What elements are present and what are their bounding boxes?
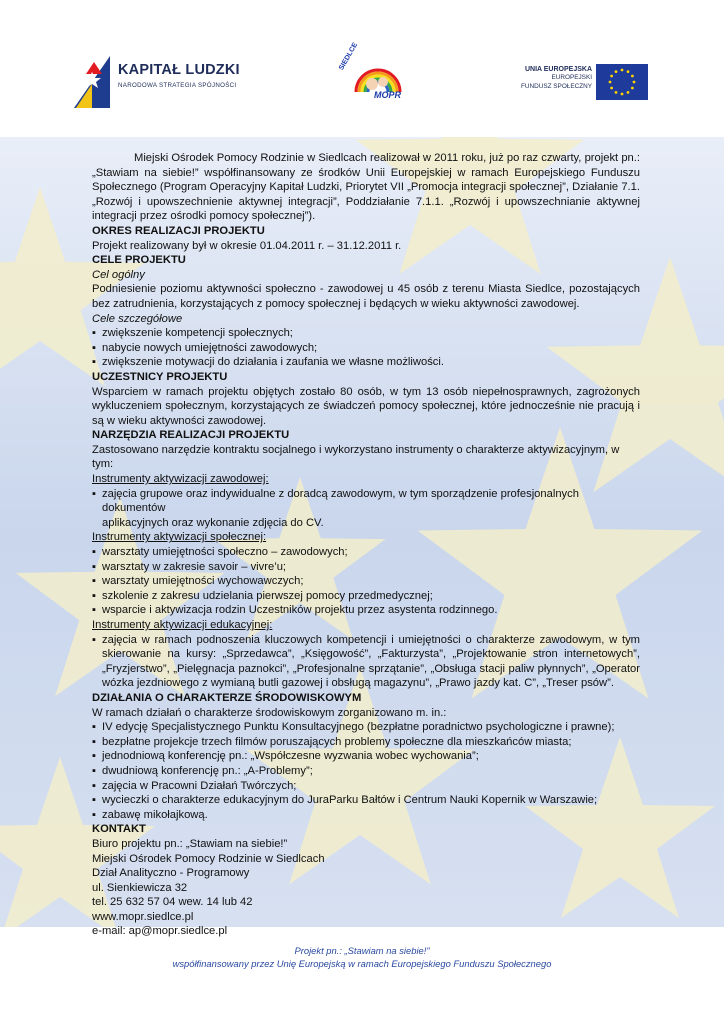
uczestnicy-heading: UCZESTNICY PROJEKTU [92, 370, 228, 383]
kapital-ludzki-subtitle: NARODOWA STRATEGIA SPÓJNOŚCI [118, 82, 237, 89]
list-item: ▪ nabycie nowych umiejętności zawodowych; [92, 341, 640, 356]
cele-heading: CELE PROJEKTU [92, 254, 186, 267]
footer-funding-line: współfinansowany przez Unię Europejską w ramach Europejskiego Funduszu Społecznego [172, 958, 552, 969]
okres-heading: OKRES REALIZACJI PROJEKTU [92, 224, 265, 237]
document-body [92, 151, 640, 939]
instrumenty-spoleczne-label: Instrumenty aktywizacji społecznej: [92, 531, 267, 544]
list-item: ▪ warsztaty umiejętności wychowawczych; [92, 574, 640, 589]
list-item: ▪ warsztaty w zakresie savoir – vivre’u; [92, 560, 640, 575]
kapital-ludzki-emblem-icon [72, 54, 112, 110]
kontakt-phone: tel. 25 632 57 04 wew. 14 lub 42 [92, 896, 253, 909]
mopr-city-label: SIEDLCE [338, 41, 360, 72]
eu-flag-icon [596, 64, 648, 100]
page-header [0, 0, 724, 137]
narzedzia-text: Zastosowano narzędzie kontraktu socjalnego i wykorzystano instrumenty o charakterze aktywizacyjnym, w tym: [92, 443, 620, 471]
page-footer [0, 944, 724, 970]
cel-ogolny-label: Cel ogólny [92, 268, 145, 281]
dzialania-text: W ramach działań o charakterze środowiskowym zorganizowano m. in.: [92, 706, 447, 719]
list-item: ▪ zabawę mikołajkową. [92, 808, 640, 823]
list-item: ▪ wsparcie i aktywizacja rodzin Uczestników projektu przez asystenta rodzinnego. [92, 603, 640, 618]
kontakt-line: Biuro projektu pn.: „Stawiam na siebie!” [92, 837, 288, 850]
kontakt-email-link[interactable]: e-mail: ap@mopr.siedlce.pl [92, 925, 228, 938]
eu-logo-text [521, 66, 592, 91]
eu-logo-line1: UNIA EUROPEJSKA [524, 66, 592, 73]
intro-paragraph: Miejski Ośrodek Pomocy Rodzinie w Siedlcach realizował w 2011 roku, już po raz czwarty, projekt pn.: „Stawiam na siebie!” współfinansowany ze środków Unii Europejskiej w ramach Europejskiego Funduszu Społecznego (Program Operacyjny Kapitał Ludzki, Priorytet VII „Promocja integracji społecznej”, Działanie 7.1. „Rozwój i upowszechnienie aktywnej integracji”, Poddziałanie 7.1.1. „Rozwój i upowszechnianie aktywnej integracji przez ośrodki pomocy społecznej”). [92, 152, 640, 223]
eu-logo [510, 64, 650, 102]
eu-logo-line2: EUROPEJSKI [551, 74, 592, 82]
okres-text: Projekt realizowany był w okresie 01.04.2011 r. – 31.12.2011 r. [92, 239, 402, 252]
narzedzia-heading: NARZĘDZIA REALIZACJI PROJEKTU [92, 429, 290, 442]
kontakt-heading: KONTAKT [92, 823, 146, 836]
eu-logo-line3: FUNDUSZ SPOŁECZNY [520, 82, 592, 90]
list-item: ▪ zwiększenie motywacji do działania i zaufania we własne możliwości. [92, 355, 640, 370]
cel-ogolny-text: Podniesienie poziomu aktywności społeczno - zawodowej u 45 osób z terenu Miasta Siedlce, pozostających bez zatrudnienia, korzystających z pomocy społecznej i będących w wieku aktywności zawodowej. [92, 283, 640, 310]
list-item: ▪ zajęcia w ramach podnoszenia kluczowych kompetencji i umiejętności o charakterze zawodowym, w tym skierowanie na kursy: „Sprzedawca”, „Księgowość”, „Fakturzysta”, „Projektowanie stron internetowych”, „Fryzjerstwo”, „Pielęgnacja paznokci”, „Profesjonalne sprzątanie”, „Obsługa stacji paliw płynnych”, „Operator wózka jezdniowego z wymianą butli gazowej i obsługą magazynu”, „Prawo jazdy kat. C”, „Treser psów”. [92, 633, 640, 691]
instrumenty-zawodowe-label: Instrumenty aktywizacji zawodowej: [92, 473, 269, 486]
list-item: ▪ zajęcia grupowe oraz indywidualne z doradcą zawodowym, w tym sporządzenie profesjonalnych dokumentów [92, 487, 640, 516]
list-item: ▪ bezpłatne projekcje trzech filmów poruszających problemy społeczne dla mieszkańców miasta; [92, 735, 640, 750]
cele-szczegolowe-label: Cele szczegółowe [92, 312, 183, 325]
list-item: ▪ warsztaty umiejętności społeczno – zawodowych; [92, 545, 640, 560]
kontakt-line: Miejski Ośrodek Pomocy Rodzinie w Siedlcach [92, 852, 325, 865]
list-item: ▪ szkolenie z zakresu udzielania pierwszej pomocy przedmedycznej; [92, 589, 640, 604]
list-item: ▪ dwudniową konferencję pn.: „A-Problemy”; [92, 764, 640, 779]
list-item: ▪ zwiększenie kompetencji społecznych; [92, 326, 640, 341]
list-item: ▪ wycieczki o charakterze edukacyjnym do JuraParku Bałtów i Centrum Nauki Kopernik w Warszawie; [92, 793, 640, 808]
footer-project-line: Projekt pn.: „Stawiam na siebie!” [294, 945, 430, 956]
list-item: ▪ IV edycję Specjalistycznego Punktu Konsultacyjnego (bezpłatne poradnictwo psychologiczne i prawne); [92, 720, 640, 735]
kontakt-line: Dział Analityczno - Programowy [92, 867, 250, 880]
kontakt-website-link[interactable]: www.mopr.siedlce.pl [92, 910, 194, 923]
list-item-continuation: aplikacyjnych oraz wykonanie zdjęcia do CV. [102, 516, 324, 529]
mopr-label: MOPR [374, 90, 401, 100]
kontakt-line: ul. Sienkiewicza 32 [92, 881, 188, 894]
uczestnicy-text: Wsparciem w ramach projektu objętych zostało 80 osób, w tym 13 osób niepełnosprawnych, zagrożonych wykluczeniem społecznym, korzystających ze świadczeń pomocy społecznej, które jednocześnie nie pracują i są w wieku aktywności zawodowej. [92, 385, 640, 427]
list-item: ▪ jednodniową konferencję pn.: „Współczesne wyzwania wobec wychowania”; [92, 749, 640, 764]
kapital-ludzki-logo [72, 54, 242, 112]
list-item: ▪ zajęcia w Pracowni Działań Twórczych; [92, 779, 640, 794]
mopr-logo [336, 41, 408, 106]
kapital-ludzki-title: KAPITAŁ LUDZKI [118, 62, 240, 78]
instrumenty-edukacyjne-label: Instrumenty aktywizacji edukacyjnej: [92, 619, 273, 631]
dzialania-heading: DZIAŁANIA O CHARAKTERZE ŚRODOWISKOWYM [92, 691, 362, 704]
